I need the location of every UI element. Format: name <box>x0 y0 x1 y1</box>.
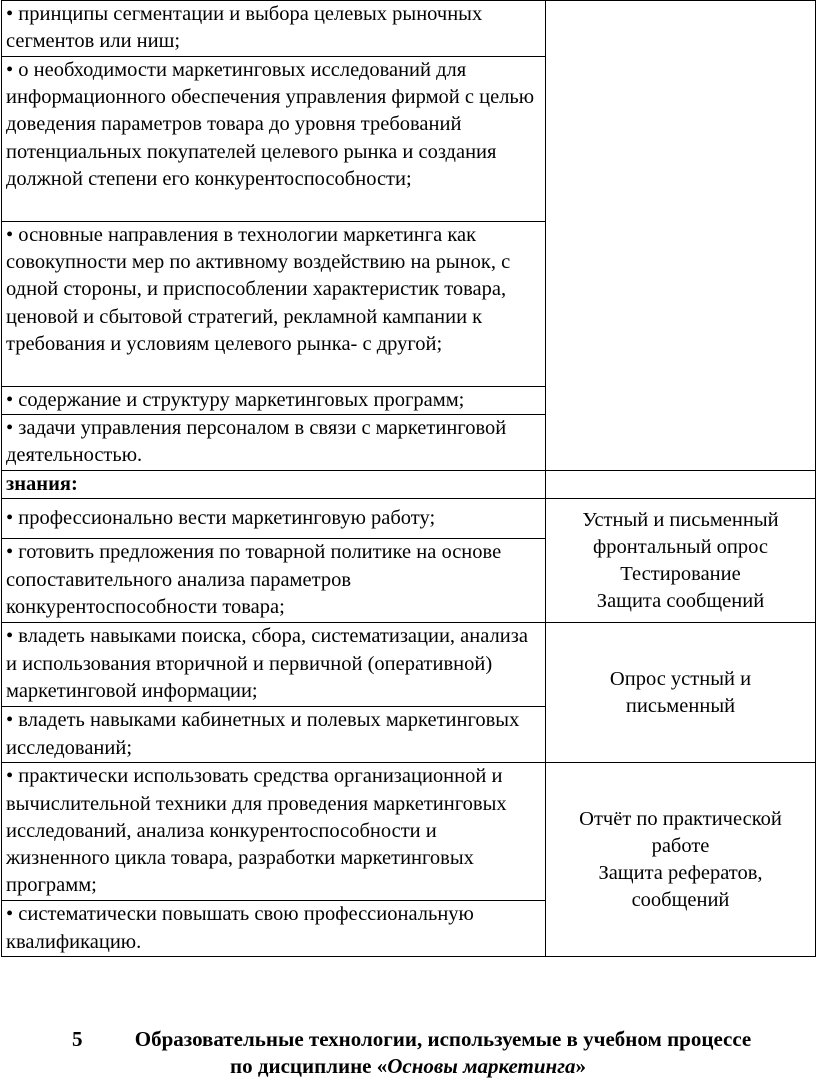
table-row-field-research: • владеть навыками кабинетных и полевых маркетинговых исследований; <box>2 707 546 763</box>
competency-table <box>1 0 816 957</box>
section-heading-line1: Образовательные технологии, используемые в учебном процессе <box>134 1027 752 1051</box>
table-row-programs: • содержание и структуру маркетинговых программ; <box>2 387 546 415</box>
assessment-cell-2 <box>546 623 816 763</box>
table-row-product-policy: • готовить предложения по товарной политике на основе сопоставительного анализа параметров конкурентоспособности товара; <box>2 539 546 623</box>
assessment-line: сообщений <box>631 889 730 912</box>
table-row-research: • о необходимости маркетинговых исследований для информационного обеспечения управления фирмой с целью доведения параметров товара до уровня требований потенциальных покупателей целевого рынка и создания должной степени его конкурентоспособности; <box>2 57 546 222</box>
assessment-line: фронтальный опрос <box>593 535 768 558</box>
heading-suffix: » <box>575 1054 586 1078</box>
section-heading-line2 <box>0 1052 816 1080</box>
table-row-office-technology: • практически использовать средства организационной и вычислительной техники для проведения маркетинговых исследований, анализа конкурентоспособности и жизненного цикла товара, разработки маркетинговых программ; <box>2 763 546 901</box>
table-row-marketing-work: • профессионально вести маркетинговую работу; <box>2 499 546 539</box>
assessment-cell-empty <box>546 1 816 471</box>
table-row-technology: • основные направления в технологии маркетинга как совокупности мер по активному воздействию на рынок, с одной стороны, и приспособлении характеристик товара, ценовой и сбытовой стратегий, рекламной кампании к требования и условиям целевого рынка- с другой; <box>2 222 546 387</box>
table-row-personnel: • задачи управления персоналом в связи с маркетинговой деятельностью. <box>2 415 546 471</box>
assessment-line: Устный и письменный <box>582 508 779 531</box>
section-heading <box>0 1025 816 1053</box>
section-label-knowledge: знания: <box>2 471 546 499</box>
assessment-line: работе <box>651 834 710 857</box>
table-row-qualification: • систематически повышать свою профессиональную квалификацию. <box>2 901 546 957</box>
section-label-empty-cell <box>546 471 816 499</box>
assessment-cell-1 <box>546 499 816 623</box>
table-row-information-skills: • владеть навыками поиска, сбора, систематизации, анализа и использования вторичной и первичной (оперативной) маркетинговой информации; <box>2 623 546 707</box>
assessment-line: Защита рефератов, <box>598 861 763 884</box>
discipline-name: Основы маркетинга <box>387 1054 576 1078</box>
table-row-segmentation: • принципы сегментации и выбора целевых рыночных сегментов или ниш; <box>2 1 546 57</box>
assessment-cell-3 <box>546 763 816 957</box>
assessment-line: Защита сообщений <box>596 590 765 613</box>
assessment-line: Отчёт по практической <box>579 807 782 830</box>
assessment-line: Опрос устный и <box>609 667 752 690</box>
section-number: 5 <box>72 1027 83 1051</box>
assessment-line: Тестирование <box>620 562 741 585</box>
assessment-line: письменный <box>625 694 736 717</box>
heading-prefix: по дисциплине « <box>230 1054 388 1078</box>
